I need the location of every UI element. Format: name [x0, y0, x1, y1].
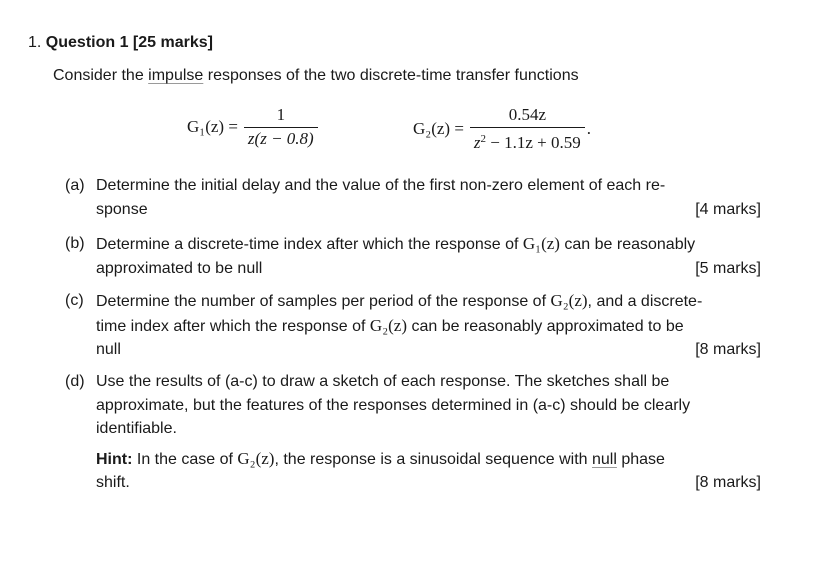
part-c-line2 — [96, 314, 765, 339]
g2-denominator — [470, 127, 585, 152]
part-d-line2: approximate, but the features of the responses determined in (a-c) should be clearly — [96, 396, 691, 414]
part-c-line1 — [96, 289, 765, 314]
part-a-marks: [4 marks] — [695, 200, 761, 218]
part-d-hint-line2 — [96, 471, 765, 495]
question-title: Question 1 [25 marks] — [45, 34, 213, 51]
part-b-marks: [5 marks] — [695, 259, 761, 277]
part-b-line2-text: approximated to be null — [96, 259, 263, 277]
g2-lhs: G₂(z) = — [413, 119, 464, 138]
part-d-line1: Use the results of (a-c) to draw a sketch of each response. The sketches shall be — [96, 373, 670, 390]
part-a — [65, 174, 765, 221]
intro-sentence — [53, 66, 579, 86]
part-c-line2-post: can be reasonably approximated to be — [407, 317, 684, 335]
question-number: 1. — [28, 34, 42, 51]
part-d — [65, 370, 765, 495]
g2-trailing-period: . — [586, 119, 592, 138]
part-c-g2-math-2: G₂(z) — [369, 315, 407, 335]
part-c-label: (c) — [65, 292, 84, 309]
hint-post: phase — [616, 450, 665, 468]
hint-underlined-word: null — [592, 450, 617, 468]
part-b-line2 — [96, 257, 765, 281]
part-a-line2-text: sponse — [96, 200, 148, 218]
intro-pre: Consider the — [53, 67, 149, 84]
part-b — [65, 232, 765, 280]
part-a-line2 — [96, 198, 765, 222]
part-b-g1-math: G₁(z) — [522, 234, 560, 253]
part-b-label: (b) — [65, 235, 85, 252]
g2-den-exponent: 2 — [480, 133, 487, 145]
part-c-g2-math-1: G₂(z) — [550, 291, 588, 310]
hint-line2-text: shift. — [96, 474, 130, 491]
g1-numerator: 1 — [276, 105, 286, 124]
part-d-hint-line1 — [96, 447, 765, 472]
part-c-marks: [8 marks] — [695, 341, 761, 358]
part-d-line3: identifiable. — [96, 420, 177, 437]
part-d-marks: [8 marks] — [695, 474, 761, 491]
g1-denominator: z(z − 0.8) — [244, 127, 318, 148]
g2-numerator: 0.54z — [508, 105, 546, 124]
part-c-line3-text: null — [96, 341, 121, 358]
part-b-line1 — [96, 232, 765, 257]
hint-mid: , the response is a sinusoidal sequence with — [274, 450, 592, 468]
g1-lhs: G₁(z) = — [187, 117, 238, 136]
part-c — [65, 289, 765, 362]
g2-fraction — [470, 106, 585, 152]
question-heading — [28, 33, 213, 53]
hint-g2-math: G₂(z) — [237, 448, 275, 468]
intro-post: responses of the two discrete-time transfer functions — [203, 67, 579, 84]
g2-den-rest: − 1.1z + 0.59 — [486, 133, 581, 152]
part-d-label: (d) — [65, 373, 85, 390]
equation-g2 — [413, 106, 591, 152]
g2-den-var: z — [473, 133, 481, 152]
hint-label: Hint: — [96, 450, 133, 468]
intro-underlined-word: impulse — [148, 67, 204, 84]
part-c-line3 — [96, 338, 765, 362]
hint-pre: In the case of — [132, 450, 238, 468]
part-a-label: (a) — [65, 177, 85, 194]
part-b-line1-post: can be reasonably — [559, 236, 696, 253]
part-a-line1: Determine the initial delay and the value of the first non-zero element of each re- — [96, 177, 666, 194]
part-b-line1-pre: Determine a discrete-time index after which the response of — [96, 236, 523, 253]
equation-g1 — [187, 106, 318, 148]
part-c-line2-pre: time index after which the response of — [96, 317, 370, 335]
part-c-line1-pre: Determine the number of samples per period of the response of — [96, 293, 551, 310]
g1-fraction — [244, 106, 318, 148]
part-c-line1-post: , and a discrete- — [587, 293, 703, 310]
